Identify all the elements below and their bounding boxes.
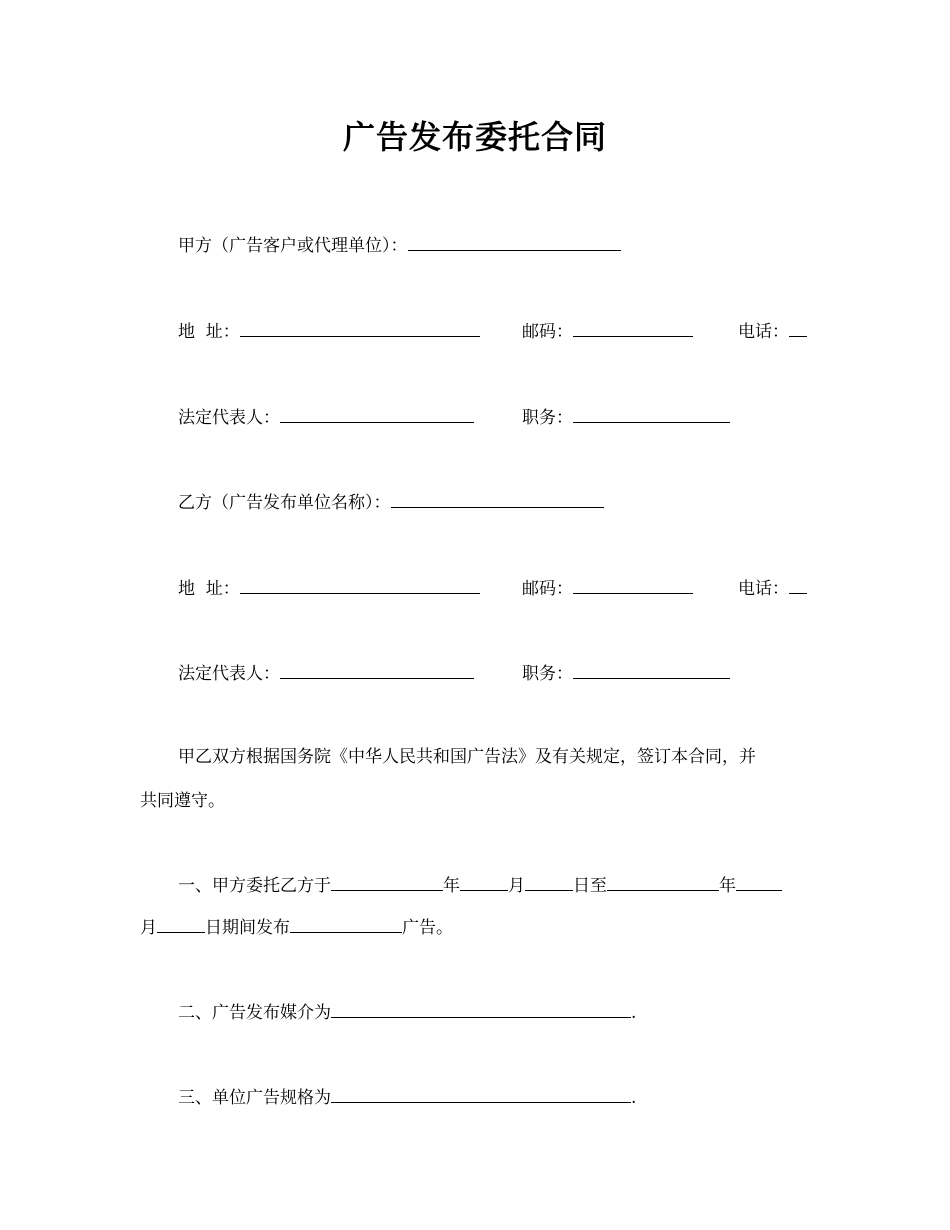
party-a-postcode-label: 邮码： [522,322,573,342]
clause-1-end-day-blank[interactable] [157,914,205,933]
party-b-phone-label: 电话： [738,579,789,599]
clause-1-ad-name-blank[interactable] [290,914,402,933]
party-a-position-label: 职务： [522,408,573,428]
party-a-line [178,232,621,259]
party-b-position [522,660,730,687]
party-a-label: 甲方（广告客户或代理单位）： [178,236,408,256]
party-b-position-blank[interactable] [573,660,730,679]
party-b-postcode-label: 邮码： [522,579,573,599]
clause-1-year2: 年 [719,876,736,896]
party-b-rep-label: 法定代表人： [178,664,280,684]
party-a-rep-blank[interactable] [280,404,474,423]
party-b-address-label: 地 址： [178,579,240,599]
clause-1-day1: 日至 [573,876,607,896]
clause-1-end-year-blank[interactable] [607,872,719,891]
party-b-postcode [522,575,693,602]
clause-1-year1: 年 [443,876,460,896]
preamble-line-2: 共同遵守。 [140,791,225,811]
party-a-postcode-blank[interactable] [573,318,693,337]
party-b-phone [738,575,807,602]
clause-1-month2: 月 [140,918,157,938]
party-b-rep-blank[interactable] [280,660,474,679]
clause-1-end-month-blank[interactable] [736,872,782,891]
party-b-position-label: 职务： [522,664,573,684]
clause-2-media-blank[interactable] [331,999,631,1018]
clause-1-day2: 日期间发布 [205,918,290,938]
party-a-phone-blank[interactable] [789,318,807,337]
party-b-address-blank[interactable] [240,575,480,594]
clause-3-suffix: . [631,1088,637,1108]
clause-2-suffix: . [631,1003,637,1023]
party-b-label: 乙方（广告发布单位名称）： [178,493,391,513]
party-a-phone-label: 电话： [738,322,789,342]
document-title: 广告发布委托合同 [342,118,607,156]
party-a-rep-line [178,404,474,431]
clause-2-line [178,999,636,1026]
clause-1-start-year-blank[interactable] [331,872,443,891]
party-a-position [522,404,730,431]
party-b-name-blank[interactable] [391,489,604,508]
party-b-line [178,489,604,516]
clause-2-prefix: 二、广告发布媒介为 [178,1003,331,1023]
clause-1-start-day-blank[interactable] [525,872,573,891]
clause-1-line-1 [178,872,782,899]
clause-3-prefix: 三、单位广告规格为 [178,1088,331,1108]
clause-1-prefix: 一、甲方委托乙方于 [178,876,331,896]
party-a-phone [738,318,807,345]
clause-1-line-2 [140,914,453,941]
party-a-postcode [522,318,693,345]
party-b-address-line [178,575,480,602]
clause-1-month1: 月 [508,876,525,896]
clause-1-start-month-blank[interactable] [460,872,508,891]
party-b-postcode-blank[interactable] [573,575,693,594]
clause-3-line [178,1084,636,1111]
party-a-name-blank[interactable] [408,232,621,251]
party-a-address-label: 地 址： [178,322,240,342]
party-a-position-blank[interactable] [573,404,730,423]
party-b-rep-line [178,660,474,687]
party-a-address-line [178,318,480,345]
clause-3-spec-blank[interactable] [331,1084,631,1103]
preamble-line-1: 甲乙双方根据国务院《中华人民共和国广告法》及有关规定，签订本合同，并 [178,747,756,767]
party-a-rep-label: 法定代表人： [178,408,280,428]
party-a-address-blank[interactable] [240,318,480,337]
party-b-phone-blank[interactable] [789,575,807,594]
clause-1-suffix: 广告。 [402,918,453,938]
